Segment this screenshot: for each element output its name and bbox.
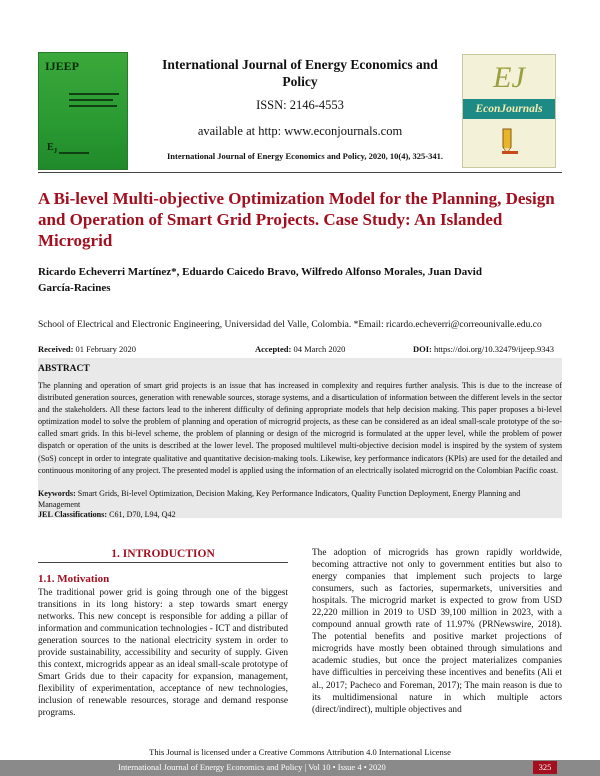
article-title: A Bi-level Multi-objective Optimization Model for the Planning, Design and Operation of Smart Grid Projects. Case Study: An Islanded Microgrid <box>38 189 555 250</box>
pencil-icon <box>499 127 521 157</box>
cover-text-line <box>69 99 113 101</box>
accepted-date <box>255 344 345 354</box>
body-text-right: The adoption of microgrids has grown rapidly worldwide, becoming attractive not only to government entities but also to energy companies that implement such projects to large consumers, such as factories, supermarkets, universities and hospitals. The microgrid market is expected to grow from USD 22,220 million in 2019 to USD 39,100 million in 2023, with a compound annual growth rate of 11.97% (PRNewswire, 2018). The potential benefits and positive market projections of microgrids have mostly been obtained through simulations and academic studies, but once the project materializes companies have difficulties in perceiving these incentives and benefits (Ali et al., 2017; Pacheco and Foreman, 2017); The main reason is due to its multidimensional nature in which multiple actors (direct/indirect), multiple objectives and <box>312 548 562 715</box>
doi-label: DOI: <box>413 344 432 354</box>
license-note: This Journal is licensed under a Creative Commons Attribution 4.0 International License <box>149 747 451 757</box>
abstract-text: The planning and operation of smart grid projects is an issue that has increased in complexity and requires further analysis. This is due to the increase of distributed generation sources, generation with renewable sources, storage systems, and a disarticulation of information between the different levels in the sector and the stakeholders. All these factors lead to the inherent difficulty of defining appropriate models that help decision making. This paper proposes a bi-level optimization model to solve the problem of planning and operation of microgrid projects, as these can be considered as an ideal small-scale prototype of the so-called smart grids. In this bi-level scheme, the problem of planning or design of the microgrid is formulated at the upper level, while the problem of power dispatch or operation of the units is described at the lower level. The proposed multilevel multi-objective decision model is inspired by the system of system (SoS) concept in order to integrate qualitative and quantitative decision-making tools. Likewise, key performance indicators (KPIs) are used for the detailed and continuous monitoring of any project. The presented model is applied using the information of an electrically isolated microgrid on the Colombian Pacific coast. <box>38 381 562 475</box>
keywords-label: Keywords: <box>38 489 76 498</box>
abstract-heading: ABSTRACT <box>38 364 90 374</box>
accepted-value: 04 March 2020 <box>293 344 346 354</box>
cover-logo: $E_J$ <box>47 142 58 155</box>
affiliation: School of Electrical and Electronic Engineering, Universidad del Valle, Colombia. *Email: ricardo.echeverri@correounivalle.edu.co <box>38 320 542 330</box>
cover-text-line <box>69 105 117 107</box>
page-number: 325 <box>533 761 557 774</box>
journal-name: International Journal of Energy Economics and Policy <box>162 57 438 89</box>
availability-note: available at http: www.econjournals.com <box>197 124 403 138</box>
citation-line: International Journal of Energy Economics and Policy, 2020, 10(4), 325-341. <box>166 151 443 161</box>
jel-value: C61, D70, L94, Q42 <box>109 510 176 519</box>
received-value: 01 February 2020 <box>75 344 136 354</box>
received-label: Received: <box>38 344 74 354</box>
cover-title: IJEEP <box>45 59 80 73</box>
issn: ISSN: 2146-4553 <box>256 98 344 112</box>
cover-text-line <box>69 93 119 95</box>
jel-label: JEL Classifications: <box>38 510 108 519</box>
logo-letters: EJ <box>493 61 525 94</box>
section-rule <box>38 562 288 563</box>
cover-text-line <box>59 152 89 154</box>
subsection-heading: 1.1. Motivation <box>38 573 110 585</box>
doi <box>413 344 554 354</box>
keywords-value: Smart Grids, Bi-level Optimization, Decision Making, Key Performance Indicators, Quality Function Deployment, Energy Planning and Management <box>38 489 521 509</box>
page-footer <box>0 760 600 776</box>
body-text-left: The traditional power grid is going through one of the biggest transitions in its long history: a step towards smart energy networks. This new concept is responsible for adding a pillar of information and communication technologies - ICT and distributed generation sources to the national electricity system in order to provide sustainability, accessibility and security of supply. Given this context, microgrids appear as an ideal small-scale prototype of Smart Grids due to their capacity for expansion, management, flexibility of experimentation, acceptance of new technologies, inclusion of renewable resources, storage and demand response programs. <box>38 588 288 719</box>
received-date <box>38 344 136 354</box>
logo-name: EconJournals <box>463 99 555 119</box>
journal-cover-thumbnail <box>38 52 128 170</box>
jel-classifications <box>38 509 562 520</box>
accepted-label: Accepted: <box>255 344 292 354</box>
section-heading: 1. INTRODUCTION <box>111 548 215 560</box>
keywords <box>38 488 562 510</box>
running-footer: International Journal of Energy Economics and Policy | Vol 10 • Issue 4 • 2020 <box>118 762 386 772</box>
doi-link[interactable]: https://doi.org/10.32479/ijeep.9343 <box>434 344 555 354</box>
author-list: Ricardo Echeverri Martínez*, Eduardo Caicedo Bravo, Wilfredo Alfonso Morales, Juan David García-Racines <box>38 266 482 294</box>
econjournals-logo <box>462 54 556 168</box>
header-rule <box>38 172 562 173</box>
